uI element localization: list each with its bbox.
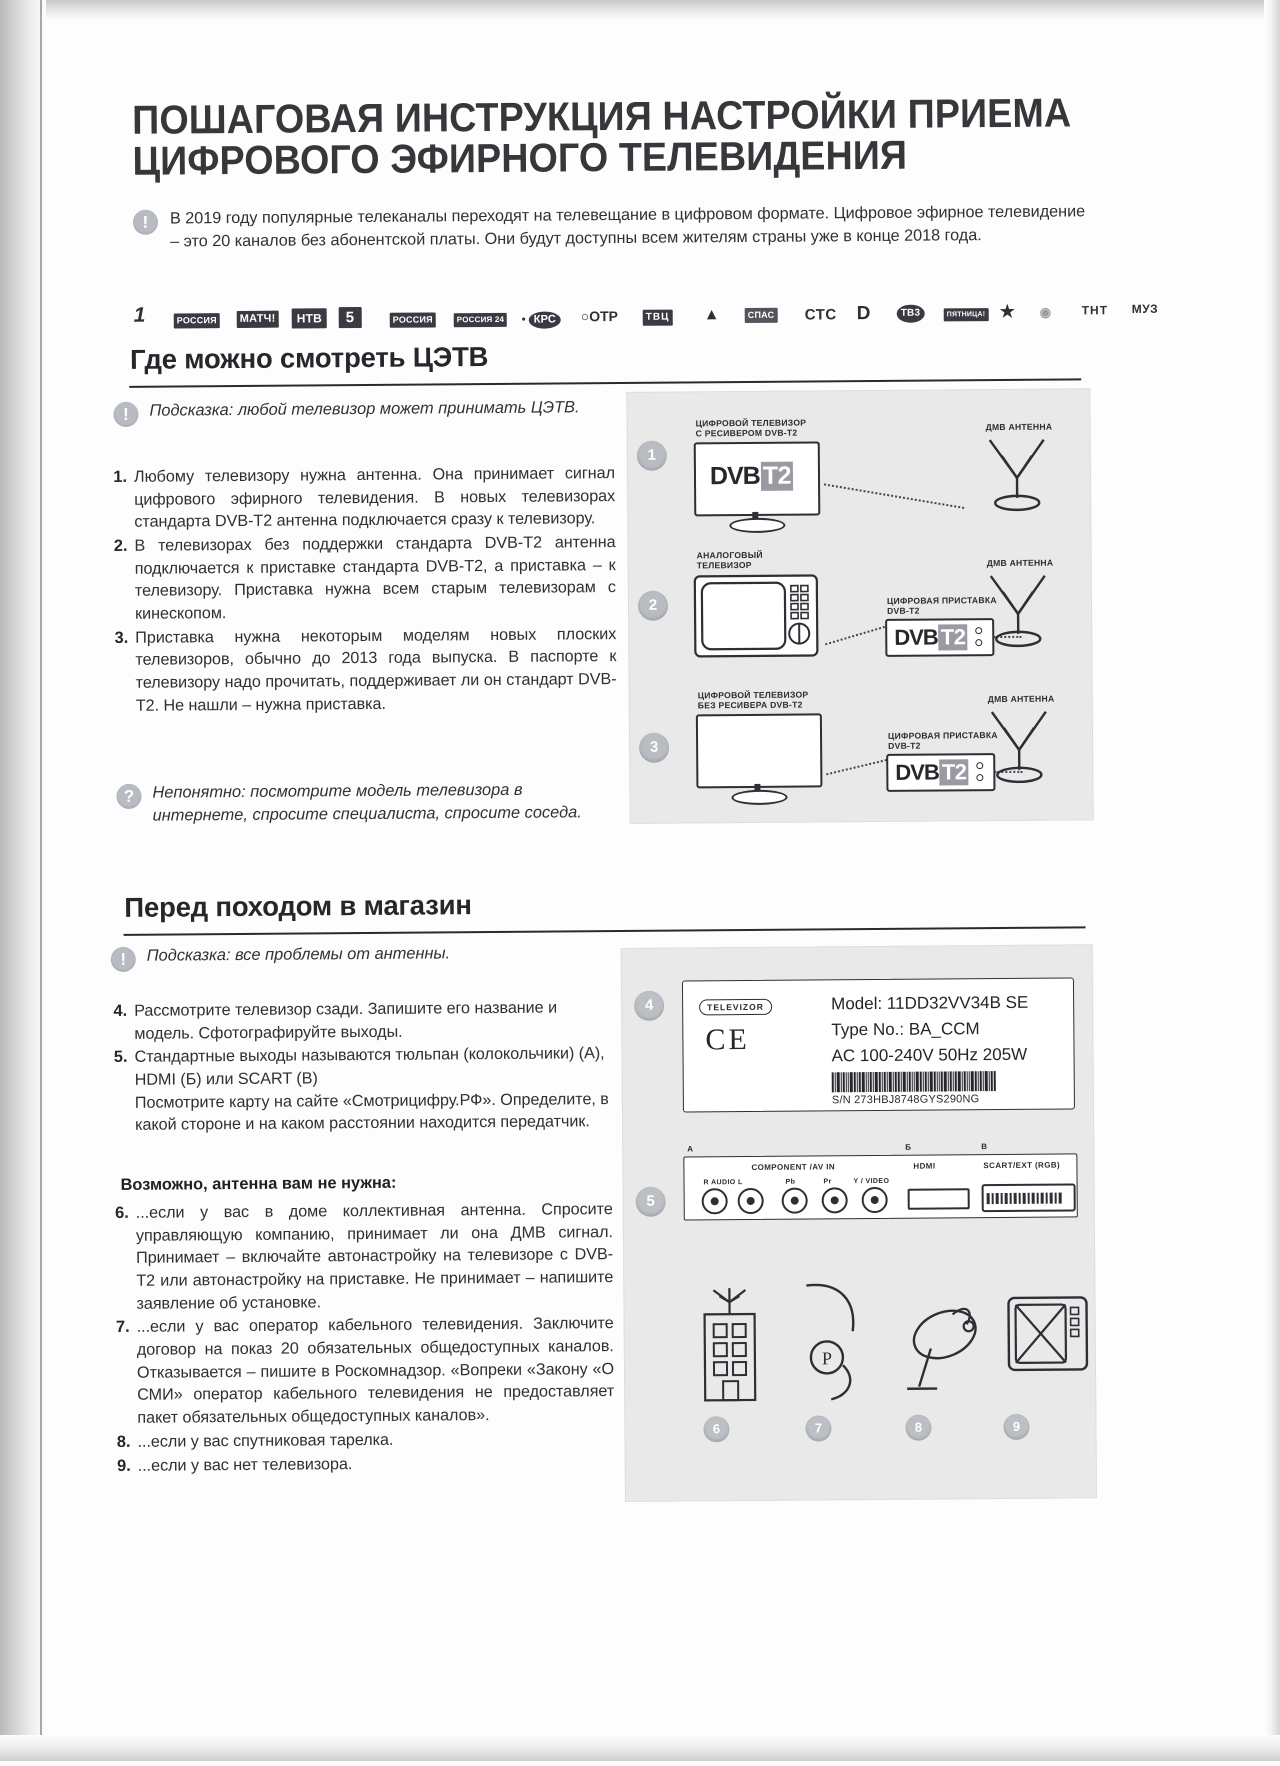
section-2-rule (124, 926, 1086, 936)
tv-base (731, 790, 787, 805)
barcode-icon (832, 1071, 996, 1092)
diagram-device-label-2: АНАЛОГОВЫЙ ТЕЛЕВИЗОР (697, 550, 763, 571)
diagram-step-4: 4 (634, 991, 664, 1021)
list-item-text: В телевизорах без поддержки стандарта DVB-T2 антенна подключается к приставке стандарта DVB-T2, а приставка – к телевизору. Приставка нужна всем старым телевизорам с кинескопом. (134, 531, 616, 625)
rca-jack-video (862, 1187, 888, 1213)
jack-label-pb: Pb (786, 1179, 796, 1186)
list-item-number: 3. (104, 627, 129, 718)
question-icon: ? (116, 784, 141, 809)
list-item-text: Приставка нужна некоторым моделям новых плоских телевизоров, обычно до 2013 года выпуска. В паспорте к телевизору надо прочитать, поддерживает ли он стандарт DVB-T2. Не нашли – нужна приставка. (135, 623, 617, 717)
diagram-step-2: 2 (638, 591, 668, 621)
channel-logo-17: ★ (1000, 303, 1015, 320)
connector-marker-b: Б (905, 1143, 911, 1152)
list-item-number: 7. (106, 1316, 131, 1430)
section-1-hint (113, 396, 608, 427)
antenna-label-2: ДМВ АНТЕННА (987, 558, 1054, 569)
channel-logo-19: ТНТ (1082, 304, 1108, 316)
channel-logo-12: СПАС (745, 308, 778, 323)
channel-logo-5: 5 (339, 307, 362, 328)
diagram-step-6: 6 (703, 1416, 729, 1442)
channel-logo-15: ТВ3 (897, 305, 925, 323)
channel-logo-18: ◉ (1040, 306, 1051, 319)
list-item-text: ...если у вас спутниковая тарелка. (137, 1429, 393, 1454)
list-item (104, 623, 617, 718)
channel-logo-14: D (857, 304, 871, 323)
rca-jack-audio-l (738, 1188, 764, 1214)
page-title (132, 93, 1025, 183)
cable-operator-icon (794, 1279, 881, 1406)
section-1-heading: Где можно смотреть ЦЭТВ (130, 341, 488, 376)
list-item-text: ...если у вас нет телевизора. (138, 1453, 353, 1478)
dvb-text: DVB (710, 462, 760, 491)
channel-logo-7: РОССИЯ 24 (454, 313, 508, 327)
jack-label-audio: R AUDIO L (704, 1179, 743, 1186)
list-item (103, 1042, 612, 1137)
diagram-step-9: 9 (1003, 1414, 1029, 1440)
list-item (106, 1427, 614, 1454)
list-item (103, 531, 616, 626)
list-item (106, 1312, 615, 1429)
exclamation-icon: ! (111, 947, 136, 972)
list-item-text: ...если у вас в доме коллективная антенна. Спросите управляющую компанию, принимает ли она ДМВ сигнал. Принимает – включайте автонастройку на телевизоре с DVB-T2 или автонастройку на приставке. Не принимает – напишите заявление об установке. (136, 1198, 614, 1315)
brand-badge: TELEVIZOR (699, 999, 772, 1016)
svg-text:P: P (822, 1348, 832, 1368)
plate-type: Type No.: BA_CCM (831, 1017, 980, 1041)
section-1-diagram-panel (626, 388, 1093, 824)
list-item-number: 6. (105, 1202, 130, 1316)
rca-jack-pb (782, 1188, 808, 1214)
jack-label-pr: Pr (824, 1178, 832, 1185)
section-1-hint-text: Подсказка: любой телевизор может принимать ЦЭТВ. (149, 396, 579, 423)
signal-path-3a (826, 759, 887, 775)
section-1-rule (129, 378, 1081, 388)
diagram-step-1: 1 (637, 441, 667, 471)
exclamation-icon: ! (133, 210, 158, 235)
uhf-antenna-icon (973, 572, 1064, 651)
list-item-text: Стандартные выходы называются тюльпан (колокольчики) (А), HDMI (Б) или SCART (В) Посмотрите карту на сайте «Смотрицифру.РФ». Определите, в какой стороне и на каком расстоянии находится передатчик. (134, 1042, 612, 1136)
section-2-diagram-panel (621, 944, 1097, 1502)
channel-logo-10: ТВЦ (643, 310, 673, 326)
apartment-building-icon (686, 1280, 773, 1407)
diagram-step-8: 8 (905, 1415, 931, 1441)
page-title-line-1: ПОШАГОВАЯ ИНСТРУКЦИЯ НАСТРОЙКИ ПРИЕМА (132, 93, 1025, 141)
digital-tv-icon (694, 441, 821, 516)
list-item-number: 8. (106, 1431, 130, 1454)
dvb-t2-text: T2 (939, 624, 968, 650)
tv-rating-label (682, 977, 1075, 1112)
hdmi-port-icon (908, 1188, 970, 1209)
scart-label: SCART/EXT (RGB) (983, 1161, 1060, 1171)
hdmi-label: HDMI (913, 1162, 935, 1171)
list-item-text: ...если у вас оператор кабельного телевидения. Заключите договор на показ 20 обязательных общедоступных каналов. Отказывается – пишите в Роскомнадзор. «Вопреки «Закону «О СМИ» оператор кабельного телевидения не предоставляет пакет обязательных общедоступных каналов». (137, 1312, 615, 1429)
list-item-number: 5. (103, 1046, 128, 1137)
plate-model: Model: 11DD32VV34B SE (831, 991, 1028, 1016)
section-2-heading: Перед походом в магазин (124, 889, 472, 924)
stb-label-2: ЦИФРОВАЯ ПРИСТАВКА DVB-T2 (887, 595, 997, 617)
signal-path-1 (824, 483, 964, 509)
intro-block (133, 200, 1098, 253)
channel-logo-9: ○ОТР (581, 309, 618, 323)
section-1-note (116, 778, 608, 828)
channel-logo-13: СТС (805, 307, 837, 322)
list-item (107, 1451, 615, 1478)
diagram-step-7: 7 (805, 1415, 831, 1441)
section-2-list-a (103, 996, 612, 1138)
channel-logo-20: МУЗ (1132, 303, 1159, 315)
tv-base (729, 518, 785, 533)
list-item (103, 996, 611, 1045)
ce-mark-icon: CE (705, 1023, 750, 1057)
dvb-t2-text: T2 (761, 462, 793, 491)
section-2-subheading: Возможно, антенна вам не нужна: (120, 1174, 396, 1195)
list-item-number: 9. (107, 1455, 131, 1478)
section-1-list (103, 462, 617, 718)
list-item-number: 4. (103, 1000, 127, 1046)
channel-logo-4: НТВ (292, 308, 327, 328)
list-item (103, 462, 616, 534)
satellite-dish-icon (896, 1278, 993, 1405)
analog-tv-icon (693, 573, 822, 659)
channel-logo-11: ▲ (704, 307, 720, 323)
scan-edge-bottom (0, 1735, 1280, 1761)
antenna-label-3: ДМВ АНТЕННА (988, 694, 1055, 705)
rca-jack-pr (822, 1187, 848, 1213)
scan-edge-top (0, 0, 1280, 20)
connector-marker-v: В (981, 1142, 987, 1151)
stb-label-3: ЦИФРОВАЯ ПРИСТАВКА DVB-T2 (888, 730, 998, 752)
diagram-step-5: 5 (636, 1187, 666, 1217)
list-item-text: Любому телевизору нужна антенна. Она принимает сигнал цифрового эфирного телевидения. В новых телевизорах стандарта DVB-T2 антенна подключается сразу к телевизору. (134, 462, 616, 534)
dvb-t2-text: T2 (940, 759, 969, 785)
channel-logo-6: РОССИЯ (390, 312, 436, 327)
diagram-device-label-3: ЦИФРОВОЙ ТЕЛЕВИЗОР БЕЗ РЕСИВЕРА DVB-T2 (698, 690, 809, 712)
uhf-antenna-icon (974, 708, 1065, 787)
section-2-hint (111, 941, 611, 972)
jack-label-video: Y / VIDEO (854, 1178, 890, 1185)
component-av-in-label: COMPONENT /AV IN (751, 1162, 835, 1172)
channel-logo-1: 1 (134, 305, 146, 326)
plate-power: AC 100-240V 50Hz 205W (831, 1043, 1027, 1068)
intro-text: В 2019 году популярные телеканалы переходят на телевещание в цифровом формате. Цифровое эфирное телевидение – это 20 каналов без абонентской платы. Они будут доступны всем жителям страны уже в конце 2018 года. (170, 200, 1098, 253)
channel-logo-strip (132, 299, 1107, 341)
list-item-number: 2. (103, 535, 128, 626)
section-2-hint-text: Подсказка: все проблемы от антенны. (147, 942, 451, 968)
scan-edge-right (1264, 0, 1280, 1761)
channel-logo-8: • КРС (522, 311, 561, 328)
antenna-label-1: ДМВ АНТЕННА (986, 422, 1053, 433)
connector-marker-a: A (687, 1144, 693, 1153)
list-item-text: Рассмотрите телевизор сзади. Запишите его название и модель. Сфотографируйте выходы. (134, 996, 611, 1045)
channel-logo-2: РОССИЯ (174, 313, 220, 328)
section-1-note-text: Непонятно: посмотрите модель телевизора в интернете, спросите специалиста, спросите соседа. (152, 778, 608, 828)
page-title-line-2: ЦИФРОВОГО ЭФИРНОГО ТЕЛЕВИДЕНИЯ (132, 134, 1025, 182)
signal-path-2a (825, 626, 885, 645)
digital-tv-no-receiver-icon (696, 713, 823, 788)
exclamation-icon: ! (113, 402, 138, 427)
list-item-number: 1. (103, 466, 128, 534)
diagram-step-3: 3 (639, 733, 669, 763)
diagram-device-label-1: ЦИФРОВОЙ ТЕЛЕВИЗОР С РЕСИВЕРОМ DVB-T2 (696, 418, 807, 440)
dvb-text: DVB (895, 759, 939, 785)
list-item (105, 1198, 614, 1315)
scart-port-icon (982, 1183, 1076, 1212)
uhf-antenna-icon (972, 436, 1063, 515)
crossed-tv-icon (1002, 1277, 1093, 1404)
channel-logo-3: МАТЧ! (237, 311, 279, 328)
section-2-list-b (105, 1198, 615, 1479)
scan-edge-left (0, 0, 46, 1761)
rca-jack-audio-r (702, 1188, 728, 1214)
dvb-text: DVB (894, 624, 938, 650)
plate-serial: S/N 273HBJ8748GYS290NG (832, 1093, 980, 1106)
channel-logo-16: ПЯТНИЦА! (944, 308, 989, 321)
